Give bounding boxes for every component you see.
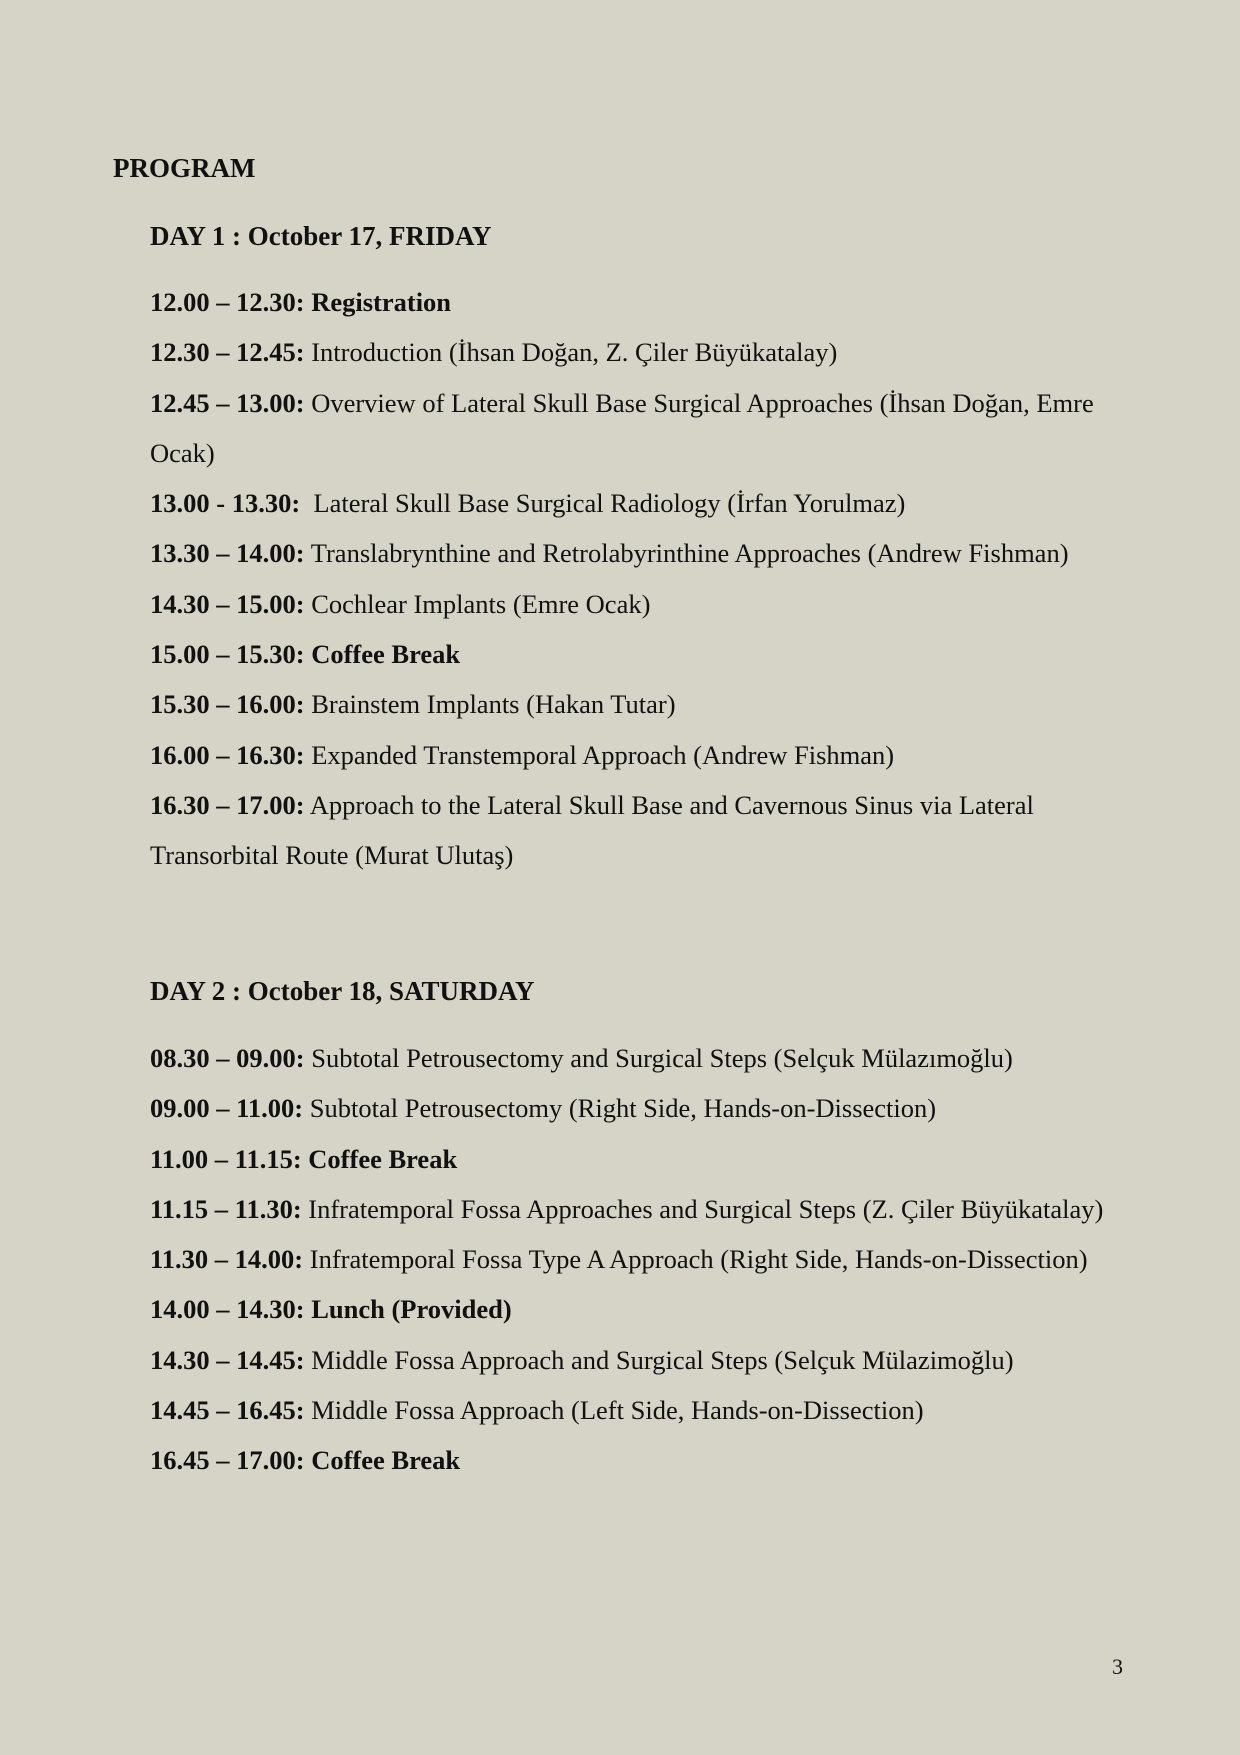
session-item (150, 629, 1140, 679)
session-item (150, 1184, 1140, 1234)
session-time: 08.30 – 09.00: (150, 1043, 305, 1073)
session-time: 12.00 – 12.30: (150, 287, 305, 317)
session-title: Coffee Break (301, 1143, 458, 1174)
session-title: Registration (304, 287, 452, 317)
session-time: 11.30 – 14.00: (150, 1244, 304, 1275)
session-item (150, 1385, 1140, 1435)
session-time: 14.30 – 14.45: (150, 1344, 305, 1375)
session-title: Middle Fossa Approach (Left Side, Hands-on-Dissection) (304, 1395, 924, 1426)
session-item (150, 528, 1140, 578)
session-time: 09.00 – 11.00: (150, 1093, 304, 1124)
session-item (150, 1083, 1140, 1133)
day2-heading: DAY 2 : October 18, SATURDAY (150, 976, 535, 1006)
session-item (150, 1134, 1140, 1184)
session-item (150, 679, 1140, 729)
session-time: 14.00 – 14.30: (150, 1294, 305, 1325)
session-time: 12.30 – 12.45: (150, 337, 305, 368)
session-time: 12.45 – 13.00: (150, 387, 305, 418)
session-time: 11.00 – 11.15: (150, 1143, 302, 1174)
session-title: Coffee Break (304, 639, 461, 670)
session-time: 13.00 - 13.30: (150, 488, 301, 519)
session-time: 14.30 – 15.00: (150, 588, 305, 619)
session-time: 16.30 – 17.00: (150, 789, 305, 820)
session-time: 13.30 – 14.00: (150, 538, 305, 569)
session-item (150, 478, 1140, 528)
session-time: 15.00 – 15.30: (150, 639, 305, 670)
session-item (150, 1033, 1140, 1083)
session-title: Introduction (İhsan Doğan, Z. Çiler Büyükatalay) (304, 337, 838, 368)
session-title: Coffee Break (304, 1445, 461, 1476)
session-title: Brainstem Implants (Hakan Tutar) (304, 689, 676, 720)
session-time: 15.30 – 16.00: (150, 689, 305, 720)
session-title: Lateral Skull Base Surgical Radiology (İrfan Yorulmaz) (300, 488, 906, 519)
session-title: Middle Fossa Approach and Surgical Steps (Selçuk Mülazimoğlu) (304, 1344, 1014, 1375)
session-item (150, 579, 1140, 629)
session-time: 16.45 – 17.00: (150, 1445, 305, 1476)
session-item (150, 378, 1140, 479)
session-item (150, 1435, 1140, 1485)
session-item (150, 780, 1140, 881)
session-item (150, 1284, 1140, 1334)
session-title: Translabrynthine and Retrolabyrinthine Approaches (Andrew Fishman) (304, 538, 1069, 569)
day1-heading: DAY 1 : October 17, FRIDAY (150, 221, 492, 251)
session-title: Infratemporal Fossa Approaches and Surgical Steps (Z. Çiler Büyükatalay) (301, 1193, 1104, 1224)
page-number: 3 (1112, 1654, 1123, 1679)
session-time: 14.45 – 16.45: (150, 1395, 305, 1426)
session-title: Subtotal Petrousectomy and Surgical Steps (Selçuk Mülazımoğlu) (304, 1043, 1013, 1073)
session-title: Expanded Transtemporal Approach (Andrew Fishman) (304, 739, 895, 770)
session-item (150, 277, 1140, 327)
session-item (150, 327, 1140, 377)
session-time: 11.15 – 11.30: (150, 1193, 302, 1224)
session-time: 16.00 – 16.30: (150, 739, 305, 770)
day2-session-list (150, 1033, 1140, 1486)
page-title: PROGRAM (113, 153, 256, 183)
session-item (150, 730, 1140, 780)
session-title: Subtotal Petrousectomy (Right Side, Hands-on-Dissection) (303, 1093, 937, 1124)
session-item (150, 1335, 1140, 1385)
session-title: Approach to the Lateral Skull Base and Cavernous Sinus via Lateral Transorbital Route (Murat Ulutaş) (150, 789, 1041, 871)
session-title: Lunch (Provided) (304, 1294, 512, 1325)
session-item (150, 1234, 1140, 1284)
session-title: Cochlear Implants (Emre Ocak) (304, 588, 651, 619)
session-title: Infratemporal Fossa Type A Approach (Right Side, Hands-on-Dissection) (303, 1244, 1088, 1275)
session-title: Overview of Lateral Skull Base Surgical Approaches (İhsan Doğan, Emre Ocak) (150, 387, 1101, 468)
day1-session-list (150, 277, 1140, 881)
